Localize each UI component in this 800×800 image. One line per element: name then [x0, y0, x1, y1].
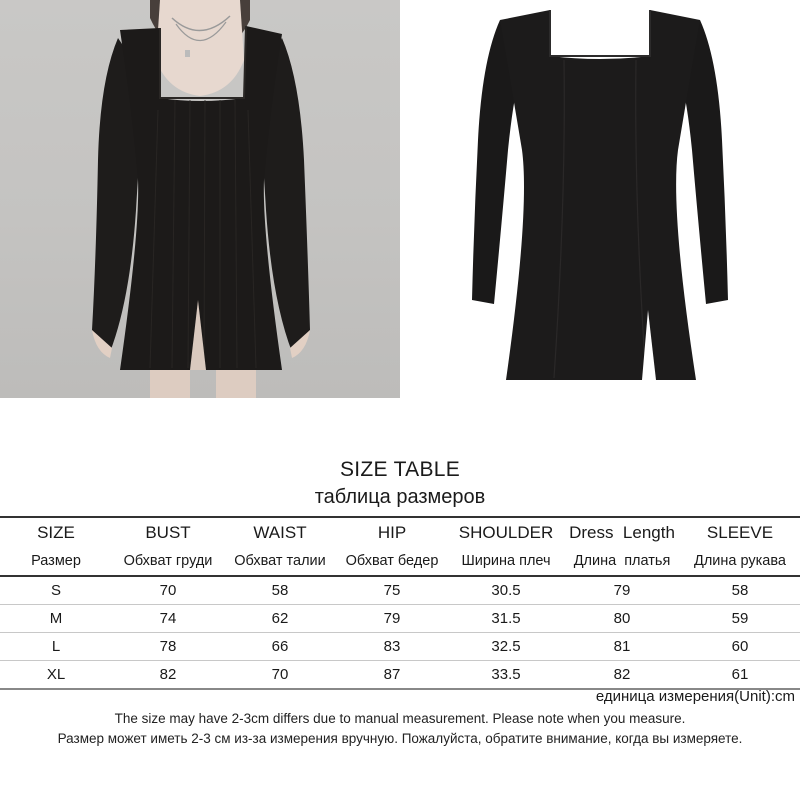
table-row	[0, 661, 800, 690]
cell-waist: 66	[224, 633, 336, 661]
cell-sleeve: 58	[680, 576, 800, 605]
cell-size: L	[0, 633, 112, 661]
model-photo	[0, 0, 400, 398]
unit-note: единица измерения(Unit):cm	[595, 688, 795, 705]
header-ru-waist: Обхват талии	[234, 553, 326, 569]
size-table	[0, 516, 800, 690]
cell-hip: 79	[336, 605, 448, 633]
cell-hip: 75	[336, 576, 448, 605]
product-photo	[400, 0, 800, 398]
cell-sleeve: 60	[680, 633, 800, 661]
table-row	[0, 576, 800, 605]
table-row	[0, 605, 800, 633]
header-ru-hip: Обхват бедер	[345, 553, 439, 569]
cell-bust: 74	[112, 605, 224, 633]
cell-sleeve: 61	[680, 661, 800, 690]
cell-size: XL	[0, 661, 112, 690]
cell-dress-length: 82	[564, 661, 680, 690]
cell-waist: 70	[224, 661, 336, 690]
header-hip: HIP	[336, 517, 448, 547]
cell-shoulder: 31.5	[448, 605, 564, 633]
header-row-ru	[0, 547, 800, 576]
measurement-note-en: The size may have 2-3cm differs due to manual measurement. Please note when you measure.	[114, 711, 686, 726]
header-dress-length: Dress Length	[564, 517, 680, 547]
model-illustration	[0, 0, 400, 398]
header-sleeve: SLEEVE	[680, 517, 800, 547]
dress-illustration	[400, 0, 800, 398]
cell-waist: 58	[224, 576, 336, 605]
header-waist: WAIST	[224, 517, 336, 547]
cell-shoulder: 32.5	[448, 633, 564, 661]
cell-sleeve: 59	[680, 605, 800, 633]
cell-shoulder: 33.5	[448, 661, 564, 690]
cell-dress-length: 81	[564, 633, 680, 661]
cell-waist: 62	[224, 605, 336, 633]
header-size: SIZE	[0, 517, 112, 547]
header-shoulder: SHOULDER	[448, 517, 564, 547]
header-ru-shoulder: Ширина плеч	[461, 553, 551, 569]
cell-dress-length: 79	[564, 576, 680, 605]
cell-size: M	[0, 605, 112, 633]
header-bust: BUST	[112, 517, 224, 547]
cell-size: S	[0, 576, 112, 605]
cell-shoulder: 30.5	[448, 576, 564, 605]
cell-bust: 70	[112, 576, 224, 605]
header-ru-size: Размер	[31, 553, 81, 569]
size-table-title-ru: таблица размеров	[314, 486, 486, 508]
size-table-title: SIZE TABLE	[339, 458, 461, 481]
header-ru-bust: Обхват груди	[123, 553, 213, 569]
cell-bust: 82	[112, 661, 224, 690]
cell-hip: 87	[336, 661, 448, 690]
cell-hip: 83	[336, 633, 448, 661]
measurement-note-ru: Размер может иметь 2-3 см из-за измерения вручную. Пожалуйста, обратите внимание, когда вы измеряете.	[57, 731, 743, 746]
header-ru-sleeve: Длина рукава	[694, 553, 786, 569]
header-row-en	[0, 517, 800, 547]
header-ru-dress-length: Длина платья	[573, 553, 671, 569]
table-row	[0, 633, 800, 661]
cell-dress-length: 80	[564, 605, 680, 633]
cell-bust: 78	[112, 633, 224, 661]
